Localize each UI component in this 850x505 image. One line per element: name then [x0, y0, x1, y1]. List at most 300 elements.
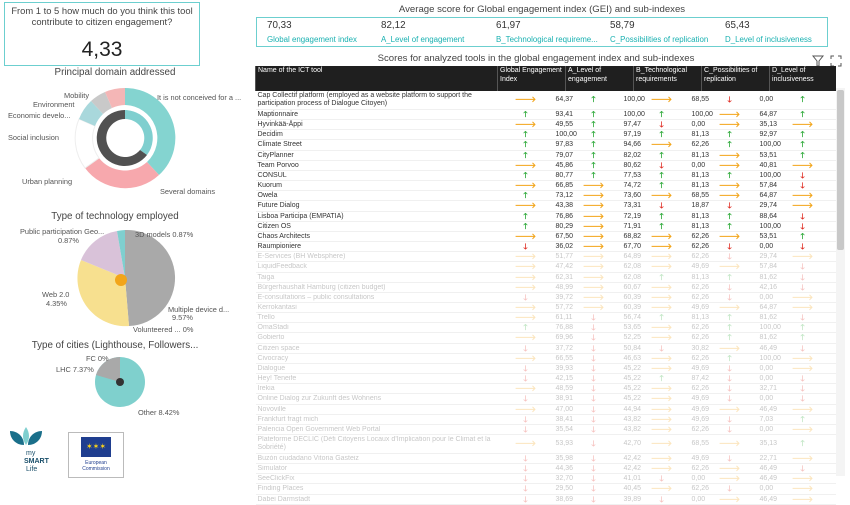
cell-score: 44,94: [623, 405, 642, 413]
cell-score: 62,26: [691, 243, 710, 251]
trend-arrow-icon: 🡒: [566, 252, 622, 262]
trend-arrow-icon: 🡒: [634, 262, 690, 272]
table-row[interactable]: [256, 110, 836, 120]
cell-score: 72,19: [623, 212, 642, 220]
label-fc: FC 0%: [86, 354, 109, 363]
cell-score: 69,96: [555, 334, 574, 342]
table-row[interactable]: [256, 302, 836, 312]
trend-arrow-icon: 🡓: [770, 242, 836, 252]
table-row[interactable]: [256, 374, 836, 384]
trend-arrow-icon: 🡒: [702, 464, 758, 474]
kpi-b-name: B_Technological requireme...: [496, 35, 598, 44]
ec-line-1: European: [85, 460, 107, 466]
cell-score: 50,84: [623, 344, 642, 352]
cell-score: 64,87: [759, 111, 778, 118]
city-type-title: Type of cities (Lighthouse, Followers...: [31, 340, 199, 351]
european-commission-logo: [68, 432, 124, 478]
kpi-gei: [267, 20, 357, 44]
trend-arrow-icon: 🡒: [634, 394, 690, 404]
cell-score: 68,55: [690, 435, 702, 454]
trend-arrow-icon: 🡒: [702, 404, 758, 414]
cell-tool-name: E-consultations – public consultations: [256, 292, 498, 302]
table-row[interactable]: [256, 404, 836, 414]
trend-arrow-icon: 🡒: [634, 292, 690, 302]
cell-score: 42,42: [623, 465, 642, 473]
cell-score: 81,62: [759, 334, 778, 342]
cell-score: 76,86: [555, 212, 574, 220]
cell-score: 46,49: [759, 465, 778, 473]
trend-arrow-icon: 🡑: [634, 221, 690, 231]
header-tool-name[interactable]: Name of the ICT tool: [256, 66, 498, 91]
cell-score: 79,07: [555, 151, 574, 159]
table-row[interactable]: [256, 191, 836, 201]
trend-arrow-icon: 🡑: [498, 323, 554, 333]
header-c[interactable]: C_Possibilities of replication: [702, 66, 770, 91]
cell-score: 53,51: [759, 232, 778, 240]
trend-arrow-icon: 🡓: [566, 484, 622, 494]
cell-score: 38,69: [555, 495, 574, 503]
cell-tool-name: Citizen space: [256, 343, 498, 353]
cell-score: 0,00: [759, 293, 774, 301]
trend-arrow-icon: 🡑: [634, 211, 690, 221]
table-scrollbar[interactable]: [836, 88, 845, 476]
header-b[interactable]: B_Technological requirements: [634, 66, 702, 91]
cell-score: 0,00: [758, 91, 770, 110]
cell-score: 60,39: [623, 303, 642, 311]
trend-arrow-icon: 🡒: [566, 272, 622, 282]
label-public-participation: Public participation Geo...: [20, 227, 105, 236]
trend-arrow-icon: 🡒: [634, 464, 690, 474]
cell-score: 48,99: [555, 283, 574, 291]
cell-tool-name: Lisboa Participa (EMPATIA): [256, 211, 498, 221]
trend-arrow-icon: 🡒: [566, 191, 622, 201]
trend-arrow-icon: 🡑: [634, 150, 690, 160]
cell-score: 49,69: [691, 263, 710, 271]
donut-slice-social-inclusion[interactable]: [75, 119, 99, 168]
cell-score: 43,82: [623, 425, 642, 433]
cell-score: 38,91: [555, 395, 574, 403]
cell-tool-name: Hyvinkää-Äppi: [256, 120, 498, 130]
cell-score: 7,03: [759, 415, 774, 423]
cell-score: 64,89: [623, 253, 642, 261]
label-web20-pct: 4.35%: [46, 299, 67, 308]
kpi-card: [256, 17, 828, 47]
table-row[interactable]: [256, 464, 836, 474]
trend-arrow-icon: 🡒: [770, 292, 836, 302]
cell-score: 0,00: [759, 485, 774, 493]
table-row[interactable]: [256, 435, 836, 454]
trend-arrow-icon: 🡒: [498, 282, 554, 292]
cell-tool-name: Taiga: [256, 272, 498, 282]
cell-score: 93,41: [555, 111, 574, 118]
trend-arrow-icon: 🡑: [566, 150, 622, 160]
cell-score: 47,42: [555, 263, 574, 271]
trend-arrow-icon: 🡑: [770, 323, 836, 333]
cell-score: 73,60: [623, 192, 642, 200]
trend-arrow-icon: 🡓: [702, 454, 758, 464]
cell-score: 46,49: [759, 495, 778, 503]
cell-score: 42,16: [759, 283, 778, 291]
cell-score: 100,00: [759, 171, 781, 179]
table-row[interactable]: [256, 363, 836, 373]
cell-score: 56,74: [623, 314, 642, 322]
table-row[interactable]: [256, 292, 836, 302]
cell-tool-name: Decidim: [256, 130, 498, 140]
trend-arrow-icon: 🡓: [566, 333, 622, 343]
cell-score: 62,26: [691, 141, 710, 149]
table-row[interactable]: [256, 424, 836, 434]
trend-arrow-icon: 🡒: [770, 252, 836, 262]
trend-arrow-icon: 🡓: [566, 313, 622, 323]
trend-arrow-icon: 🡑: [634, 170, 690, 180]
trend-arrow-icon: 🡒: [498, 302, 554, 312]
cell-score: 49,69: [691, 395, 710, 403]
cell-score: 0,00: [759, 375, 774, 383]
trend-arrow-icon: 🡓: [566, 404, 622, 414]
trend-arrow-icon: 🡓: [770, 384, 836, 394]
trend-arrow-icon: 🡓: [566, 353, 622, 363]
table-row[interactable]: [256, 414, 836, 424]
cell-score: 64,37: [554, 91, 566, 110]
trend-arrow-icon: 🡒: [566, 292, 622, 302]
cell-score: 0,00: [691, 475, 706, 483]
label-multiple-device-pct: 9.57%: [172, 313, 193, 322]
trend-arrow-icon: 🡑: [770, 140, 836, 150]
kpi-a: [381, 20, 464, 44]
cell-score: 64,87: [759, 192, 778, 200]
cell-score: 0,00: [759, 395, 774, 403]
table-row[interactable]: [256, 454, 836, 464]
cell-tool-name: E-Services (BH Websphere): [256, 252, 498, 262]
cell-score: 53,93: [554, 435, 566, 454]
cell-score: 42,15: [555, 375, 574, 383]
trend-arrow-icon: 🡑: [566, 140, 622, 150]
trend-arrow-icon: 🡒: [770, 160, 836, 170]
cell-score: 43,38: [555, 202, 574, 210]
trend-arrow-icon: 🡓: [634, 494, 690, 504]
trend-arrow-icon: 🡑: [566, 170, 622, 180]
table-row[interactable]: [256, 484, 836, 494]
cell-tool-name: Cap Collectif platform (employed as a website platform to support the participation process of Dialogue Citoyen): [256, 91, 498, 110]
trend-arrow-icon: 🡒: [770, 474, 836, 484]
header-d[interactable]: D_Level of inclusiveness: [770, 66, 836, 91]
trend-arrow-icon: 🡑: [702, 323, 758, 333]
trend-arrow-icon: 🡓: [566, 454, 622, 464]
trend-arrow-icon: 🡓: [770, 464, 836, 474]
trend-arrow-icon: 🡒: [634, 333, 690, 343]
trend-arrow-icon: 🡒: [634, 424, 690, 434]
question-card: [4, 2, 200, 66]
cell-score: 46,63: [623, 354, 642, 362]
table-row[interactable]: [256, 353, 836, 363]
trend-arrow-icon: 🡑: [566, 91, 622, 110]
trend-arrow-icon: 🡒: [498, 353, 554, 363]
cell-score: 67,50: [555, 232, 574, 240]
trend-arrow-icon: 🡒: [634, 242, 690, 252]
cell-tool-name: Climate Street: [256, 140, 498, 150]
trend-arrow-icon: 🡓: [634, 120, 690, 130]
table-row[interactable]: [256, 130, 836, 140]
trend-arrow-icon: 🡒: [702, 120, 758, 130]
scores-table[interactable]: [255, 66, 835, 504]
eu-flag-icon: ✶✶✶: [81, 437, 111, 457]
scrollbar-thumb[interactable]: [837, 90, 844, 250]
trend-arrow-icon: 🡑: [702, 130, 758, 140]
cell-score: 29,74: [759, 253, 778, 261]
trend-arrow-icon: 🡑: [634, 272, 690, 282]
table-title: Scores for analyzed tools in the global engagement index and sub-indexes: [377, 53, 695, 64]
trend-arrow-icon: 🡑: [770, 130, 836, 140]
cell-score: 66,55: [555, 354, 574, 362]
trend-arrow-icon: 🡑: [702, 333, 758, 343]
cell-score: 62,26: [691, 324, 710, 332]
trend-arrow-icon: 🡒: [634, 302, 690, 312]
cell-score: 62,26: [691, 354, 710, 362]
trend-arrow-icon: 🡓: [498, 394, 554, 404]
cell-score: 100,00: [759, 222, 781, 230]
trend-arrow-icon: 🡒: [634, 414, 690, 424]
cell-score: 94,66: [623, 141, 642, 149]
cell-score: 81,13: [691, 212, 710, 220]
trend-arrow-icon: 🡓: [498, 494, 554, 504]
cell-score: 46,49: [759, 344, 778, 352]
trend-arrow-icon: 🡓: [770, 282, 836, 292]
trend-arrow-icon: 🡒: [566, 282, 622, 292]
trend-arrow-icon: 🡓: [702, 363, 758, 373]
trend-arrow-icon: 🡒: [566, 242, 622, 252]
trend-arrow-icon: 🡒: [498, 252, 554, 262]
cell-score: 62,26: [691, 334, 710, 342]
trend-arrow-icon: 🡑: [770, 110, 836, 120]
header-a[interactable]: A_Level of engagement: [566, 66, 634, 91]
table-row[interactable]: [256, 282, 836, 292]
cell-score: 100,00: [622, 91, 634, 110]
tech-type-pie[interactable]: [0, 222, 250, 332]
trend-arrow-icon: 🡓: [770, 272, 836, 282]
header-gei[interactable]: Global Engagement Index: [498, 66, 566, 91]
cell-score: 80,62: [623, 161, 642, 169]
cell-tool-name: Bürgerhaushalt Hamburg (citizen budget): [256, 282, 498, 292]
trend-arrow-icon: 🡒: [702, 160, 758, 170]
cell-score: 32,70: [555, 475, 574, 483]
table-row[interactable]: [256, 474, 836, 484]
trend-arrow-icon: 🡒: [770, 353, 836, 363]
trend-arrow-icon: 🡑: [498, 150, 554, 160]
trend-arrow-icon: 🡓: [770, 394, 836, 404]
label-mobility: Mobility: [64, 91, 90, 100]
cell-score: 47,00: [555, 405, 574, 413]
trend-arrow-icon: 🡓: [702, 201, 758, 211]
trend-arrow-icon: 🡒: [634, 91, 690, 110]
cell-score: 68,82: [623, 232, 642, 240]
trend-arrow-icon: 🡓: [702, 292, 758, 302]
cell-score: 62,26: [691, 425, 710, 433]
cell-score: 67,70: [623, 243, 642, 251]
cell-score: 48,59: [555, 385, 574, 393]
cell-tool-name: SeeClickFix: [256, 474, 498, 484]
label-environment: Environment: [33, 100, 75, 109]
cell-score: 35,98: [555, 455, 574, 462]
trend-arrow-icon: 🡑: [770, 231, 836, 241]
table-row[interactable]: [256, 150, 836, 160]
table-row[interactable]: [256, 262, 836, 272]
trend-arrow-icon: 🡒: [634, 404, 690, 414]
cell-score: 62,26: [691, 465, 710, 473]
table-row[interactable]: [256, 272, 836, 282]
trend-arrow-icon: 🡒: [498, 181, 554, 191]
cell-tool-name: Simulator: [256, 464, 498, 474]
cell-score: 0,00: [691, 121, 706, 129]
trend-arrow-icon: 🡓: [498, 414, 554, 424]
cell-score: 49,69: [691, 303, 710, 311]
kpi-d-value: 65,43: [725, 20, 750, 31]
cell-score: 18,87: [691, 202, 710, 210]
table-row[interactable]: [256, 170, 836, 180]
cell-score: 62,26: [691, 485, 710, 493]
cell-score: 97,83: [555, 141, 574, 149]
table-row[interactable]: [256, 221, 836, 231]
cell-score: 60,39: [623, 293, 642, 301]
trend-arrow-icon: 🡑: [702, 313, 758, 323]
question-text: From 1 to 5 how much do you think this tool contribute to citizen engagement?: [11, 5, 193, 27]
trend-arrow-icon: 🡒: [702, 494, 758, 504]
trend-arrow-icon: 🡓: [702, 384, 758, 394]
trend-arrow-icon: 🡒: [770, 191, 836, 201]
trend-arrow-icon: 🡓: [498, 292, 554, 302]
kpi-d-name: D_Level of inclusiveness: [725, 35, 812, 44]
cell-score: 73,31: [623, 202, 642, 210]
cell-score: 53,51: [759, 151, 778, 159]
cell-score: 37,72: [555, 344, 574, 352]
table-row[interactable]: [256, 231, 836, 241]
table-row[interactable]: [256, 252, 836, 262]
cell-score: 73,12: [555, 192, 574, 200]
trend-arrow-icon: 🡓: [770, 181, 836, 191]
table-row[interactable]: [256, 201, 836, 211]
cell-tool-name: Buzón ciudadano Vitoria Gasteiz: [256, 454, 498, 464]
cell-score: 45,22: [623, 385, 642, 393]
cell-score: 81,13: [691, 151, 710, 159]
trend-arrow-icon: 🡓: [566, 494, 622, 504]
cell-score: 39,93: [555, 364, 574, 372]
trend-arrow-icon: 🡒: [498, 333, 554, 343]
trend-arrow-icon: 🡒: [702, 262, 758, 272]
trend-arrow-icon: 🡑: [634, 110, 690, 120]
cell-tool-name: Palencia Open Government Web Portal: [256, 424, 498, 434]
cell-score: 68,55: [691, 192, 710, 200]
trend-arrow-icon: 🡓: [770, 170, 836, 180]
table-row[interactable]: [256, 140, 836, 150]
trend-arrow-icon: 🡓: [770, 221, 836, 231]
trend-arrow-icon: 🡑: [702, 140, 758, 150]
table-row[interactable]: [256, 242, 836, 252]
cell-score: 38,41: [555, 415, 574, 423]
cell-score: 45,22: [623, 364, 642, 372]
cell-score: 80,29: [555, 222, 574, 230]
table-row[interactable]: [256, 313, 836, 323]
trend-arrow-icon: 🡓: [498, 363, 554, 373]
trend-arrow-icon: 🡒: [498, 272, 554, 282]
trend-arrow-icon: 🡓: [702, 252, 758, 262]
trend-arrow-icon: 🡑: [770, 414, 836, 424]
cell-score: 57,84: [759, 182, 778, 190]
cell-score: 52,25: [623, 334, 642, 342]
trend-arrow-icon: 🡒: [498, 160, 554, 170]
trend-arrow-icon: 🡒: [770, 454, 836, 464]
table-row[interactable]: [256, 333, 836, 343]
cell-score: 43,82: [623, 415, 642, 423]
trend-arrow-icon: 🡓: [566, 464, 622, 474]
trend-arrow-icon: 🡒: [770, 404, 836, 414]
trend-arrow-icon: 🡓: [566, 435, 622, 454]
cell-tool-name: Trello: [256, 313, 498, 323]
kpi-b: [496, 20, 598, 44]
trend-arrow-icon: 🡓: [566, 374, 622, 384]
trend-arrow-icon: 🡓: [498, 343, 554, 353]
label-multiple-device: Multiple device d...: [168, 305, 230, 314]
table-row[interactable]: [256, 494, 836, 504]
cell-score: 41,01: [623, 475, 642, 483]
table-row[interactable]: [256, 120, 836, 130]
table-row[interactable]: [256, 91, 836, 110]
table-row[interactable]: [256, 343, 836, 353]
trend-arrow-icon: 🡒: [702, 302, 758, 312]
cell-tool-name: Novoville: [256, 404, 498, 414]
trend-arrow-icon: 🡒: [634, 282, 690, 292]
table-row[interactable]: [256, 384, 836, 394]
table-row[interactable]: [256, 181, 836, 191]
table-row[interactable]: [256, 323, 836, 333]
trend-arrow-icon: 🡒: [634, 484, 690, 494]
cell-score: 46,49: [759, 405, 778, 413]
label-economic: Economic develo...: [8, 111, 71, 120]
cell-score: 49,69: [691, 415, 710, 423]
trend-arrow-icon: 🡓: [702, 91, 758, 110]
trend-arrow-icon: 🡑: [770, 435, 836, 454]
cell-score: 40,81: [759, 161, 778, 169]
trend-arrow-icon: 🡒: [770, 201, 836, 211]
trend-arrow-icon: 🡓: [498, 474, 554, 484]
cell-score: 0,00: [759, 243, 774, 251]
trend-arrow-icon: 🡑: [498, 191, 554, 201]
cell-score: 76,88: [555, 324, 574, 332]
trend-arrow-icon: 🡒: [498, 404, 554, 414]
cell-tool-name: Dialogue: [256, 363, 498, 373]
table-row[interactable]: [256, 160, 836, 170]
kpi-c-value: 58,79: [610, 20, 635, 31]
trend-arrow-icon: 🡒: [498, 262, 554, 272]
trend-arrow-icon: 🡑: [702, 353, 758, 363]
cell-score: 57,72: [555, 303, 574, 311]
cell-score: 82,02: [623, 151, 642, 159]
trend-arrow-icon: 🡓: [566, 323, 622, 333]
cell-score: 62,31: [555, 273, 574, 281]
cell-tool-name: Kuorum: [256, 181, 498, 191]
cell-score: 66,85: [555, 182, 574, 190]
label-several-domains: Several domains: [160, 187, 216, 196]
cell-score: 100,00: [623, 111, 645, 118]
cell-score: 77,53: [623, 171, 642, 179]
label-social-inclusion: Social inclusion: [8, 133, 59, 142]
cell-score: 35,54: [555, 425, 574, 433]
kpi-gei-value: 70,33: [267, 20, 292, 31]
table-row[interactable]: [256, 211, 836, 221]
table-row[interactable]: [256, 394, 836, 404]
cell-score: 35,13: [758, 435, 770, 454]
cell-score: 45,22: [623, 375, 642, 383]
cell-tool-name: Team Porvoo: [256, 160, 498, 170]
trend-arrow-icon: 🡓: [702, 484, 758, 494]
